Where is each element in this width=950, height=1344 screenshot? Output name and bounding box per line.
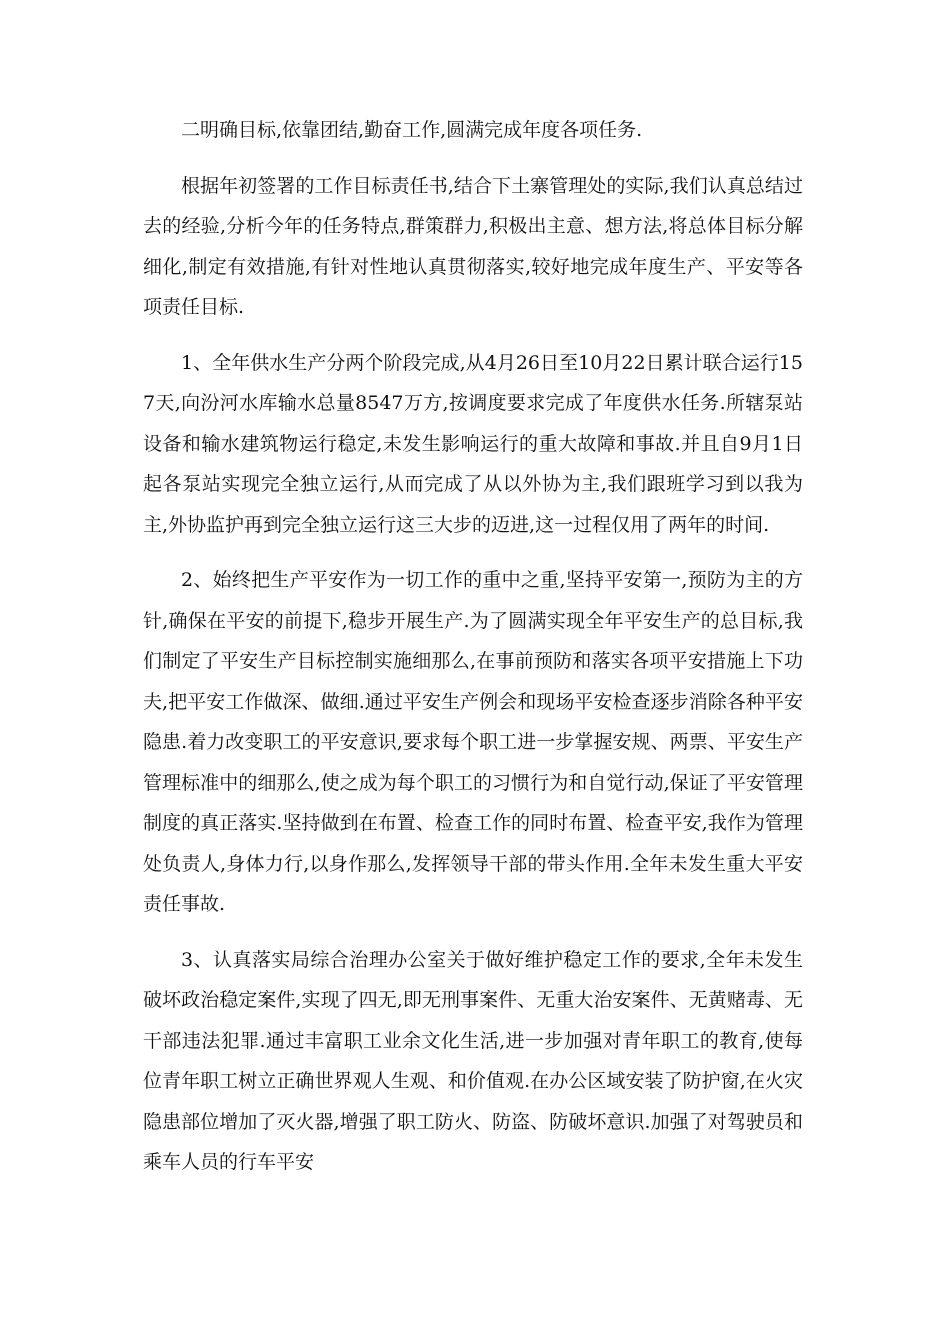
paragraph-intro: 根据年初签署的工作目标责任书,结合下土寨管理处的实际,我们认真总结过去的经验,分析今年的任务特点,群策群力,积极出主意、想方法,将总体目标分解细化,制定有效措施,有针对性地认真贯彻落实,较好地完成年度生产、平安等各项责任目标.: [143, 174, 803, 318]
paragraph-item-1: 1、全年供水生产分两个阶段完成,从4月26日至10月22日累计联合运行157天,向汾河水库输水总量8547万方,按调度要求完成了年度供水任务.所辖泵站设备和输水建筑物运行稳定,未发生影响运行的重大故障和事故.并且自9月1日起各泵站实现完全独立运行,从而完成了从以外协为主,我们跟班学习到以我为主,外协监护再到完全独立运行这三大步的迈进,这一过程仅用了两年的时间.: [143, 351, 803, 536]
paragraph-heading: 二明确目标,依靠团结,勤奋工作,圆满完成年度各项任务.: [181, 119, 643, 141]
paragraph-item-2: 2、始终把生产平安作为一切工作的重中之重,坚持平安第一,预防为主的方针,确保在平安的前提下,稳步开展生产.为了圆满实现全年平安生产的总目标,我们制定了平安生产目标控制实施细那么,在事前预防和落实各项平安措施上下功夫,把平安工作做深、做细.通过平安生产例会和现场平安检查逐步消除各种平安隐患.着力改变职工的平安意识,要求每个职工进一步掌握安规、两票、平安生产管理标准中的细那么,使之成为每个职工的习惯行为和自觉行动,保证了平安管理制度的真正落实.坚持做到在布置、检查工作的同时布置、检查平安,我作为管理处负责人,身体力行,以身作那么,发挥领导干部的带头作用.全年未发生重大平安责任事故.: [143, 569, 803, 915]
paragraph-item-3: 3、认真落实局综合治理办公室关于做好维护稳定工作的要求,全年未发生破坏政治稳定案件,实现了四无,即无刑事案件、无重大治安案件、无黄赌毒、无干部违法犯罪.通过丰富职工业余文化生活,进一步加强对青年职工的教育,使每位青年职工树立正确世界观人生观、和价值观.在办公区域安装了防护窗,在火灾隐患部位增加了灭火器,增强了职工防火、防盗、防破坏意识.加强了对驾驶员和乘车人员的行车平安: [143, 948, 803, 1173]
document-body: [143, 110, 803, 1183]
